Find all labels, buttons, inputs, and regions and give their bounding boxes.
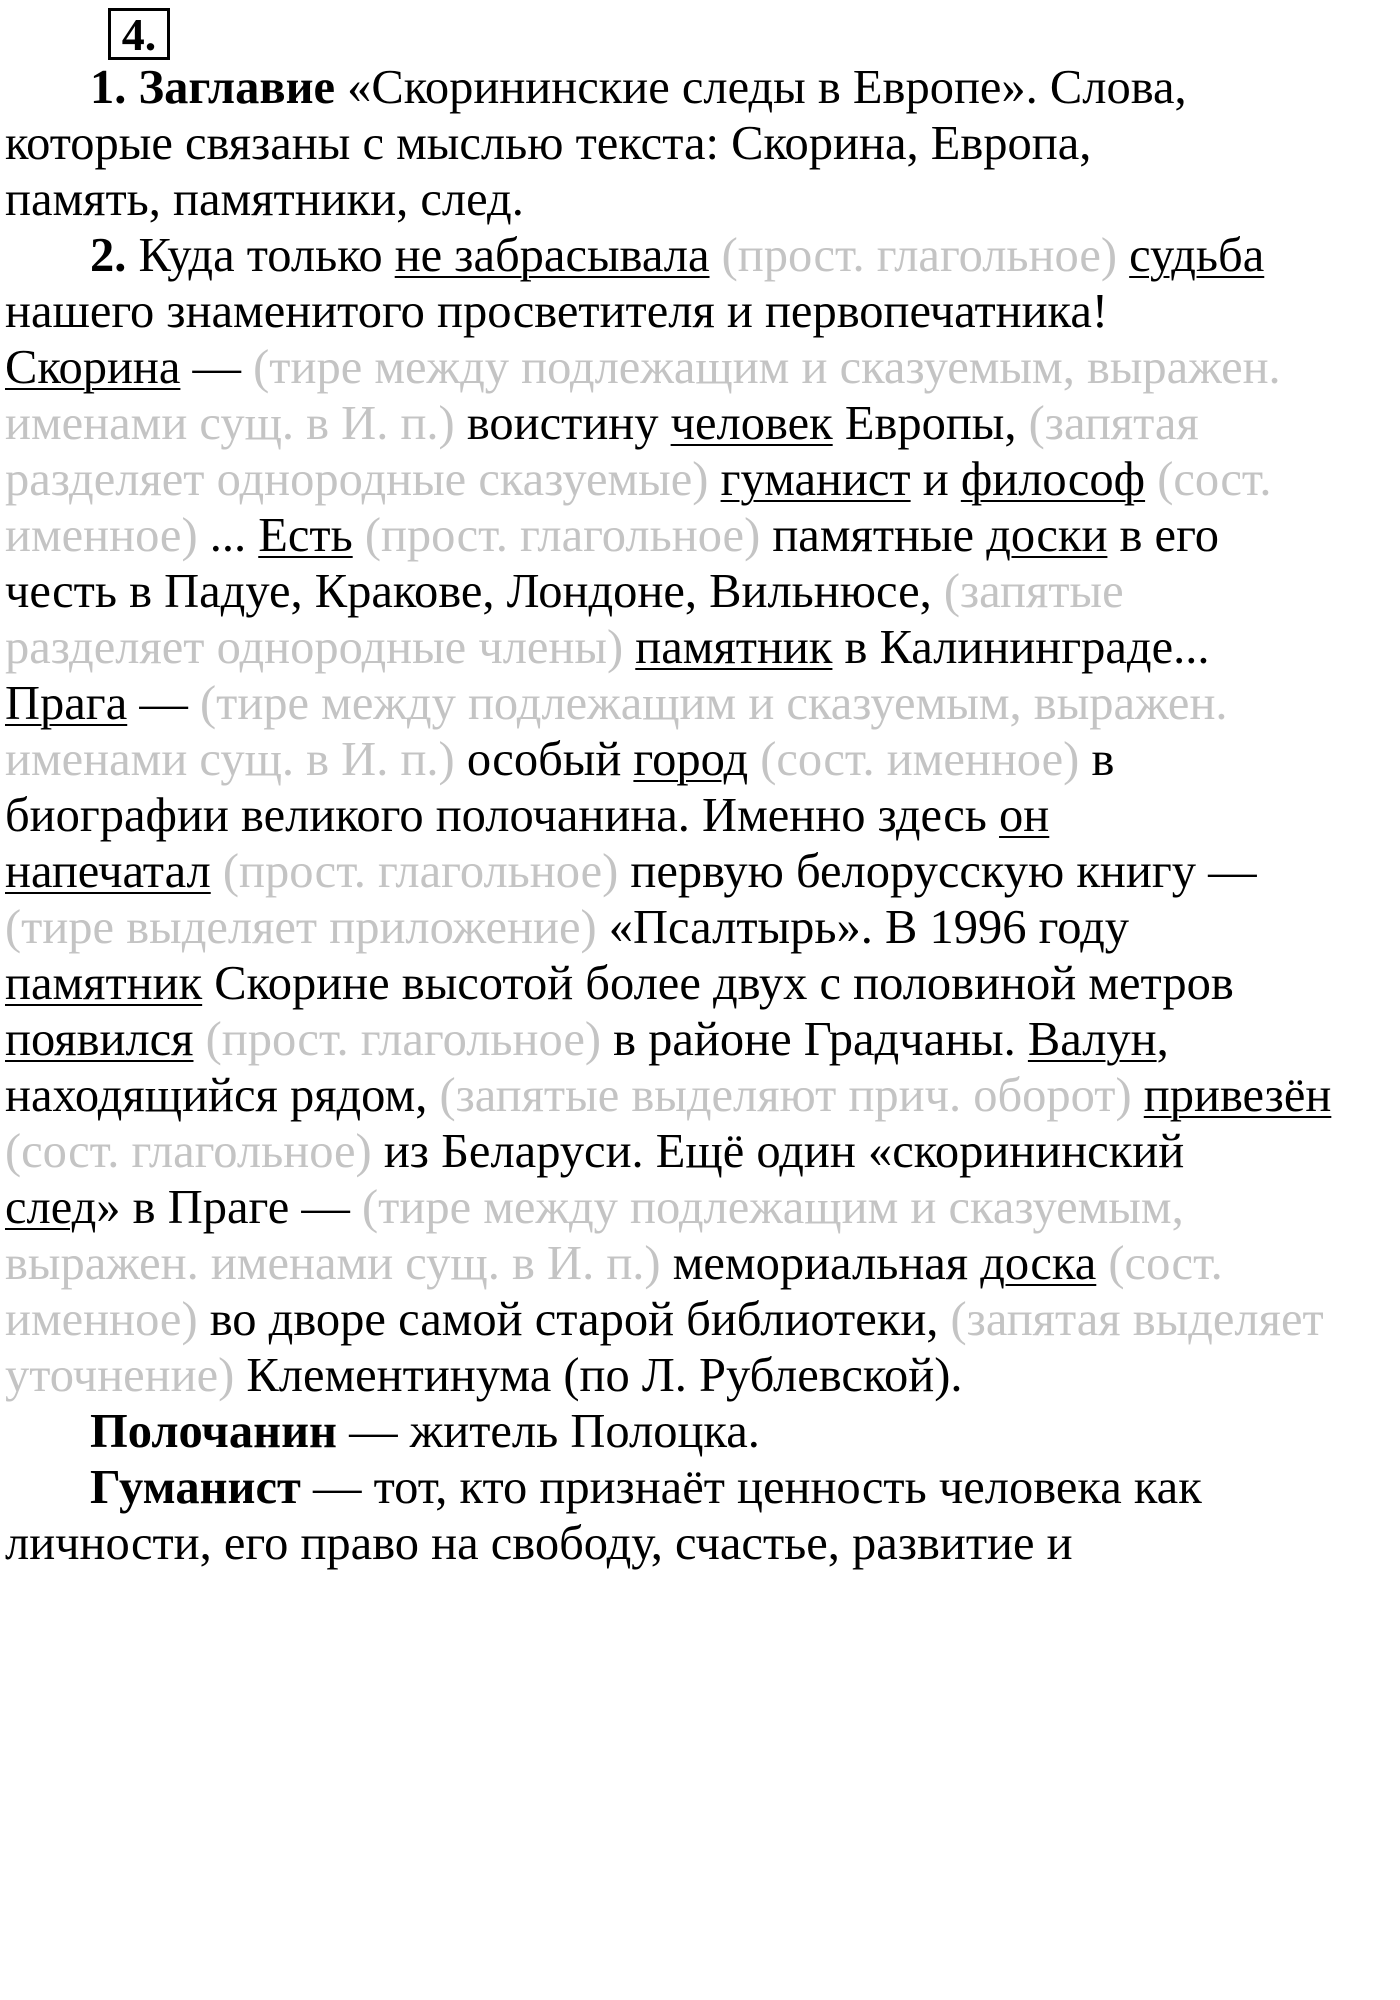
- text-segment: в Калининграде...: [844, 621, 1210, 674]
- bold-term: Полочанин: [90, 1405, 337, 1458]
- text-segment: во дворе самой старой библиотеки,: [209, 1293, 939, 1346]
- text-line: [5, 1124, 1184, 1180]
- grammar-note: (запятые: [943, 565, 1124, 618]
- text-line: [90, 228, 1264, 284]
- text-line: [5, 1516, 1073, 1572]
- text-segment: из Беларуси. Ещё один «скорининский: [383, 1125, 1185, 1178]
- text-segment: Клементинума (по Л. Рублевской).: [246, 1349, 963, 1402]
- text-line: [5, 340, 1281, 396]
- text-segment: личности, его право на свободу, счастье, развитие и: [5, 1517, 1073, 1570]
- task-number: 4.: [121, 9, 157, 60]
- text-line: [5, 732, 1114, 788]
- grammar-note: (тире между подлежащим и сказуемым, выражен.: [253, 341, 1281, 394]
- grammar-note: выражен. именами сущ. в И. п.): [5, 1237, 661, 1290]
- text-segment: первую белорусскую книгу —: [630, 845, 1257, 898]
- grammar-note: (прост. глагольное): [222, 845, 619, 898]
- text-segment: в его: [1119, 509, 1220, 562]
- text-line: [5, 844, 1257, 900]
- underlined-subject: судьба: [1129, 229, 1265, 282]
- text-line: [5, 900, 1129, 956]
- task-number-box: [108, 8, 170, 60]
- grammar-note: именами сущ. в И. п.): [5, 733, 455, 786]
- text-segment: честь в Падуе, Кракове, Лондоне, Вильнюсе,: [5, 565, 932, 618]
- underlined-subject: Прага: [5, 677, 128, 730]
- grammar-note: именное): [5, 1293, 198, 1346]
- grammar-note: (сост.: [1108, 1237, 1223, 1290]
- underlined-subject: Валун: [1027, 1013, 1157, 1066]
- text-segment: особый: [466, 733, 622, 786]
- text-segment: памятные: [772, 509, 975, 562]
- item-number: 2.: [90, 229, 127, 282]
- text-line: [5, 1180, 1184, 1236]
- grammar-note: (запятые выделяют прич. оборот): [439, 1069, 1132, 1122]
- text-line: [5, 116, 1091, 172]
- grammar-note: (тире между подлежащим и сказуемым, выражен.: [199, 677, 1228, 730]
- definition-line: [90, 1460, 1202, 1516]
- text-segment: — житель Полоцка.: [349, 1405, 760, 1458]
- text-segment: —: [192, 341, 242, 394]
- definition-line: [90, 1404, 760, 1460]
- text-segment: биографии великого полочанина. Именно здесь: [5, 789, 987, 842]
- text-segment: ...: [209, 509, 247, 562]
- underlined-subject: след: [5, 1181, 97, 1234]
- text-line: [5, 788, 1049, 844]
- text-segment: в: [1091, 733, 1115, 786]
- text-line: [5, 284, 1108, 340]
- underlined-predicate: напечатал: [5, 845, 211, 898]
- grammar-note: (сост. глагольное): [5, 1125, 372, 1178]
- text-line: [5, 508, 1219, 564]
- underlined-predicate: привезён: [1143, 1069, 1332, 1122]
- grammar-note: именное): [5, 509, 198, 562]
- text-segment: —: [139, 677, 188, 730]
- underlined-subject: памятник: [635, 621, 833, 674]
- underlined-subject: Скорина: [5, 341, 181, 394]
- text-segment: в районе Градчаны.: [613, 1013, 1016, 1066]
- text-segment: Скорине высотой более двух с половиной метров: [214, 957, 1234, 1010]
- underlined-predicate: не забрасывала: [394, 229, 710, 282]
- text-line: [5, 1068, 1331, 1124]
- underlined-predicate: философ: [960, 453, 1146, 506]
- grammar-note: (запятая: [1028, 397, 1199, 450]
- text-line: [5, 1012, 1169, 1068]
- text-segment: » в Праге —: [96, 1181, 350, 1234]
- grammar-note: уточнение): [5, 1349, 235, 1402]
- text-line: [90, 60, 1187, 116]
- text-segment: — тот, кто признаёт ценность человека как: [312, 1461, 1202, 1514]
- grammar-note: (прост. глагольное): [364, 509, 761, 562]
- grammar-note: (прост. глагольное): [721, 229, 1118, 282]
- text-segment: «Псалтырь». В 1996 году: [608, 901, 1130, 954]
- grammar-note: (тире выделяет приложение): [5, 901, 597, 954]
- grammar-note: разделяет однородные сказуемые): [5, 453, 709, 506]
- grammar-note: (тире между подлежащим и сказуемым,: [362, 1181, 1184, 1234]
- text-segment: Куда только: [138, 229, 383, 282]
- text-line: [5, 620, 1210, 676]
- grammar-note: (запятая выделяет: [950, 1293, 1324, 1346]
- text-line: [5, 956, 1234, 1012]
- text-line: [5, 1348, 963, 1404]
- underlined-subject: доски: [986, 509, 1108, 562]
- text-segment: воистину: [466, 397, 659, 450]
- underlined-subject: он: [999, 789, 1050, 842]
- grammar-note: (прост. глагольное): [205, 1013, 601, 1066]
- text-segment: «Скорининские следы в Европе». Слова,: [347, 61, 1187, 114]
- text-line: [5, 676, 1228, 732]
- text-segment: нашего знаменитого просветителя и первопечатника!: [5, 285, 1109, 338]
- text-segment: находящийся рядом,: [5, 1069, 428, 1122]
- text-line: [5, 396, 1199, 452]
- underlined-predicate: человек: [670, 397, 833, 450]
- grammar-note: разделяет однородные члены): [5, 621, 624, 674]
- bold-term: Заглавие: [138, 61, 336, 114]
- text-segment: и: [922, 453, 949, 506]
- grammar-note: именами сущ. в И. п.): [5, 397, 455, 450]
- text-line: [5, 564, 1124, 620]
- text-segment: мемориальная: [672, 1237, 969, 1290]
- text-line: [5, 1292, 1324, 1348]
- text-line: [5, 1236, 1223, 1292]
- underlined-predicate: доска: [980, 1237, 1097, 1290]
- underlined-predicate: Есть: [258, 509, 353, 562]
- text-segment: ,: [1156, 1013, 1169, 1066]
- grammar-note: (сост.: [1157, 453, 1272, 506]
- text-line: [5, 172, 524, 228]
- underlined-subject: памятник: [5, 957, 203, 1010]
- text-segment: память, памятники, след.: [5, 173, 524, 226]
- item-number: 1.: [90, 61, 127, 114]
- underlined-predicate: гуманист: [720, 453, 911, 506]
- bold-term: Гуманист: [90, 1461, 301, 1514]
- underlined-predicate: город: [633, 733, 749, 786]
- text-segment: Европы,: [844, 397, 1017, 450]
- underlined-predicate: появился: [5, 1013, 194, 1066]
- grammar-note: (сост. именное): [760, 733, 1080, 786]
- text-segment: которые связаны с мыслью текста: Скорина, Европа,: [5, 117, 1092, 170]
- text-line: [5, 452, 1272, 508]
